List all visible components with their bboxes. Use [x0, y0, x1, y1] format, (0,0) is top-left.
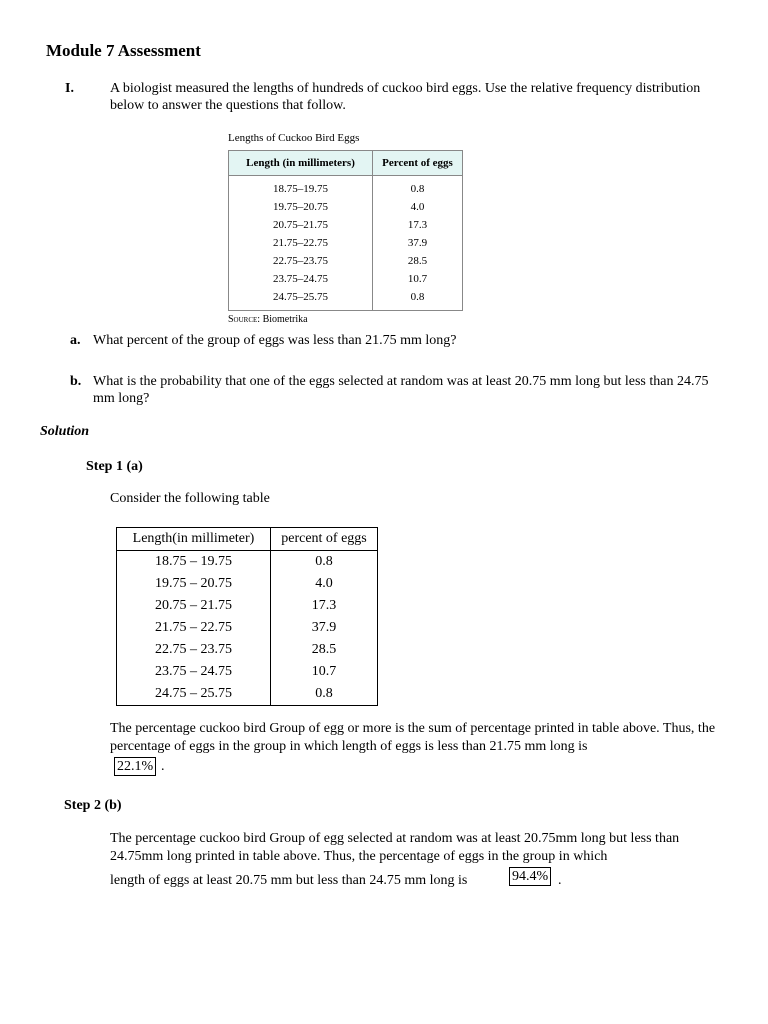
percent-cell: 17.3 [407, 219, 428, 231]
length-cell: 23.75 – 24.75 [117, 661, 271, 683]
percent-cell: 28.5 [407, 255, 428, 267]
question-number: I. [65, 81, 74, 96]
solution-table-header-percent: percent of eggs [271, 528, 378, 551]
table-row [229, 252, 463, 270]
length-cell: 20.75–21.75 [229, 216, 373, 234]
source-value: Biometrika [262, 314, 308, 325]
percent-cell: 4.0 [315, 576, 333, 591]
table-row [117, 573, 378, 595]
percent-cell: 10.7 [407, 273, 428, 285]
table-row [117, 639, 378, 661]
step2-text-last-line: length of eggs at least 20.75 mm but less than 24.75 mm long is [110, 873, 468, 888]
question-text: A biologist measured the lengths of hundreds of cuckoo bird eggs. Use the relative frequency distribution below to answer the questions that follow. [110, 81, 701, 113]
length-cell: 24.75 – 25.75 [117, 683, 271, 706]
length-cell: 19.75–20.75 [229, 198, 373, 216]
percent-cell: 37.9 [311, 620, 337, 635]
table-row [117, 661, 378, 683]
length-cell: 21.75 – 22.75 [117, 617, 271, 639]
solution-table-header-length: Length(in millimeter) [117, 528, 271, 551]
step2-period: . [558, 873, 562, 888]
percent-cell: 0.8 [315, 686, 333, 701]
length-cell: 19.75 – 20.75 [117, 573, 271, 595]
table-row [117, 595, 378, 617]
table-row [229, 234, 463, 252]
page-title: Module 7 Assessment [46, 41, 201, 60]
table-row [229, 176, 463, 199]
length-cell: 22.75 – 23.75 [117, 639, 271, 661]
length-cell: 23.75–24.75 [229, 270, 373, 288]
step2-heading: Step 2 (b) [64, 798, 122, 813]
table-row [229, 270, 463, 288]
percent-cell: 10.7 [311, 664, 337, 679]
step2-answer-box: 94.4% [509, 867, 551, 886]
table-row [229, 198, 463, 216]
question-a-text: What percent of the group of eggs was less than 21.75 mm long? [93, 333, 457, 348]
length-cell: 18.75 – 19.75 [117, 551, 271, 574]
solution-heading: Solution [40, 424, 90, 439]
table-row [229, 216, 463, 234]
table-caption: Lengths of Cuckoo Bird Eggs [228, 132, 360, 144]
step2-text: The percentage cuckoo bird Group of egg selected at random was at least 20.75mm long but less than 24.75mm long printed in table above. Thus, the percentage of eggs in the group in which [110, 831, 680, 864]
percent-cell: 0.8 [410, 291, 425, 303]
percent-cell: 0.8 [410, 183, 425, 195]
table-row [117, 551, 378, 574]
percent-cell: 28.5 [311, 642, 337, 657]
length-cell: 20.75 – 21.75 [117, 595, 271, 617]
table-row [117, 683, 378, 706]
percent-cell: 0.8 [315, 554, 333, 569]
question-b-label: b. [70, 374, 82, 389]
table-row [229, 288, 463, 311]
question-b-text: What is the probability that one of the eggs selected at random was at least 20.75 mm long but less than 24.75 mm long? [93, 374, 709, 406]
table-row [117, 617, 378, 639]
question-a-label: a. [70, 333, 81, 348]
step1-answer-box: 22.1% [114, 757, 156, 776]
length-cell: 21.75–22.75 [229, 234, 373, 252]
percent-cell: 4.0 [410, 201, 425, 213]
step1-text: The percentage cuckoo bird Group of egg or more is the sum of percentage printed in table above. Thus, the percentage of eggs in the group in which length of eggs is less than 21.75 mm long is [110, 721, 716, 754]
table-source [228, 314, 308, 325]
source-table [228, 150, 463, 311]
percent-cell: 37.9 [407, 237, 428, 249]
step1-period: . [161, 759, 165, 774]
step1-intro: Consider the following table [110, 491, 270, 506]
source-table-header-percent: Percent of eggs [373, 151, 463, 176]
length-cell: 18.75–19.75 [229, 176, 373, 199]
source-table-header-length: Length (in millimeters) [229, 151, 373, 176]
length-cell: 22.75–23.75 [229, 252, 373, 270]
step1-heading: Step 1 (a) [86, 459, 143, 474]
solution-table [116, 527, 378, 706]
percent-cell: 17.3 [311, 598, 337, 613]
length-cell: 24.75–25.75 [229, 288, 373, 311]
source-label: Source: [228, 314, 261, 325]
